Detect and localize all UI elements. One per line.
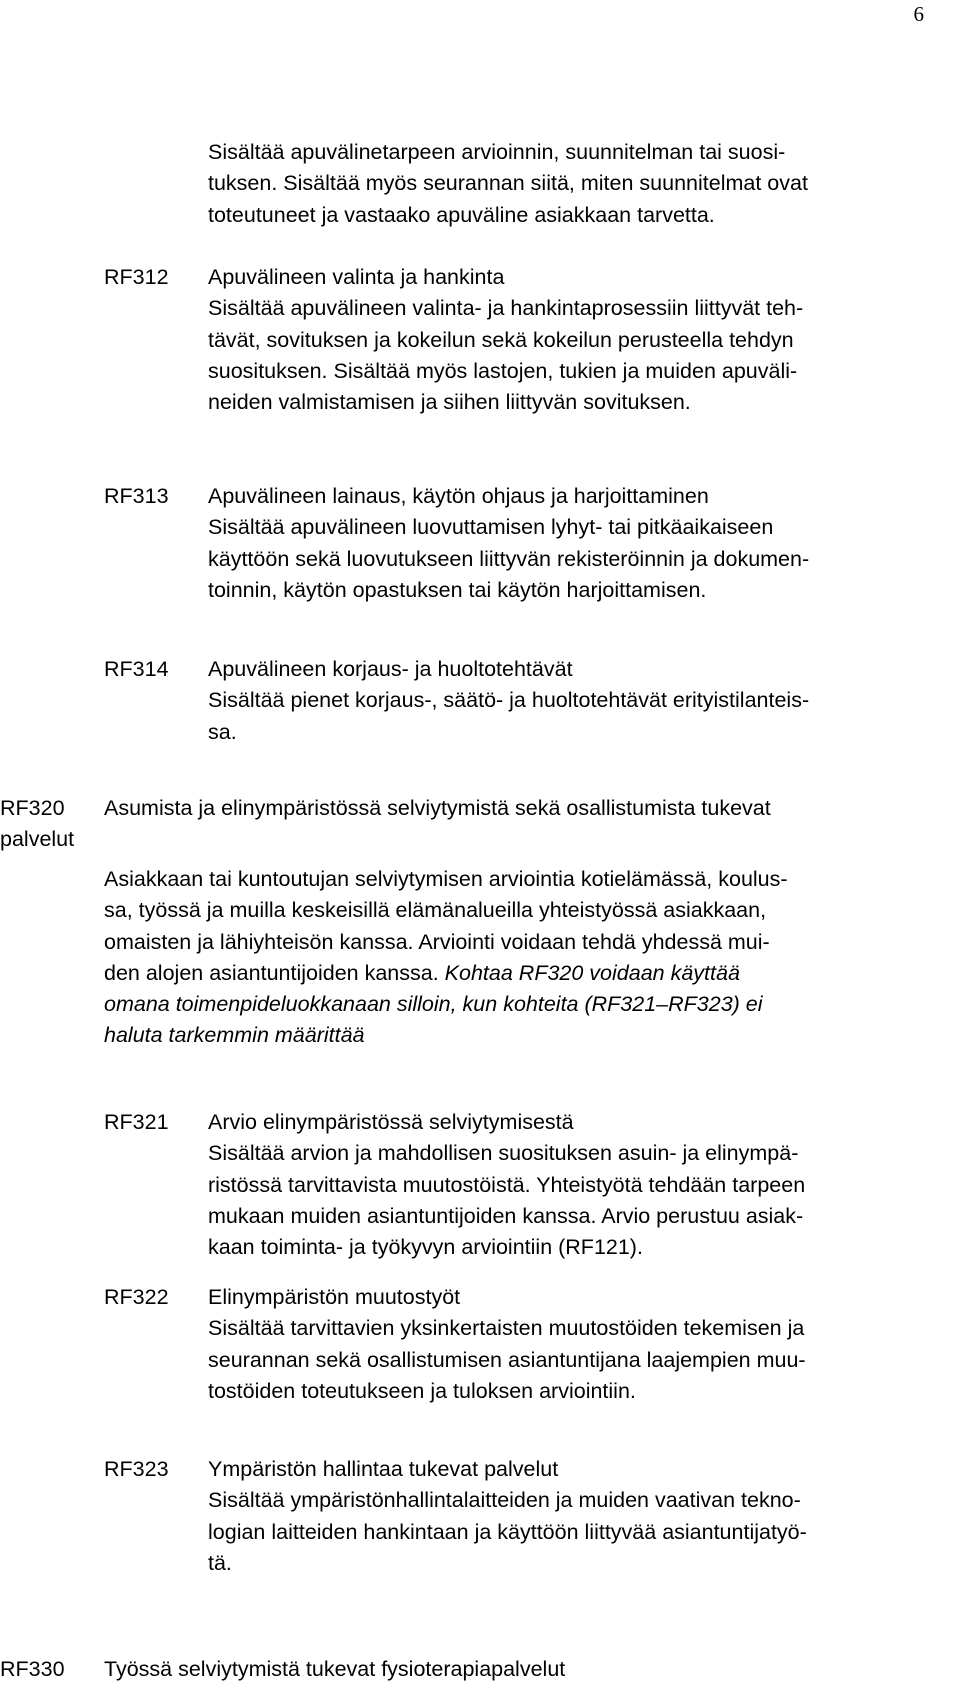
section-rf323 <box>208 1454 807 1579</box>
text-line: käyttöön sekä luovutukseen liittyvän rekisteröinnin ja dokumen- <box>208 546 810 571</box>
page-number: 6 <box>913 2 924 26</box>
text-line: Sisältää tarvittavien yksinkertaisten muutostöiden tekemisen ja <box>208 1316 805 1341</box>
text-line: Sisältää apuvälineen valinta- ja hankintaprosessiin liittyvät teh- <box>208 296 804 321</box>
text-line: tuksen. Sisältää myös seurannan siitä, miten suunnitelmat ovat <box>208 171 808 196</box>
text-line: Sisältää apuvälinetarpeen arvioinnin, suunnitelman tai suosi- <box>208 140 786 164</box>
code-rf330: RF330 <box>0 1657 65 1681</box>
text-line: Sisältää pienet korjaus-, säätö- ja huoltotehtävät erityistilanteis- <box>208 688 810 713</box>
section-title-rf330: Työssä selviytymistä tukevat fysioterapiapalvelut <box>104 1657 566 1681</box>
text-line: suosituksen. Sisältää myös lastojen, tukien ja muiden apuväli- <box>208 358 798 383</box>
text-line: toinnin, käytön opastuksen tai käytön harjoittamisen. <box>208 577 707 602</box>
code-rf312: RF312 <box>104 265 169 289</box>
code-rf323: RF323 <box>104 1457 169 1481</box>
text-line: Sisältää arvion ja mahdollisen suosituksen asuin- ja elinympä- <box>208 1141 799 1166</box>
text-line: tävät, sovituksen ja kokeilun sekä kokeilun perusteella tehdyn <box>208 327 794 352</box>
section-rf322 <box>208 1282 806 1407</box>
text-line: logian laitteiden hankintaan ja käyttöön liittyvää asiantuntijatyö- <box>208 1519 807 1544</box>
code-rf322: RF322 <box>104 1285 169 1309</box>
section-rf321 <box>208 1107 805 1263</box>
section-title: Apuvälineen valinta ja hankinta <box>208 265 505 289</box>
text-line: tostöiden toteutukseen ja tuloksen arviointiin. <box>208 1378 636 1403</box>
code-rf321: RF321 <box>104 1110 169 1134</box>
text-line: tä. <box>208 1550 232 1575</box>
section-rf314 <box>208 654 809 748</box>
code-rf320: RF320 <box>0 796 65 820</box>
text-line: omaisten ja lähiyhteisön kanssa. Arviointi voidaan tehdä yhdessä mui- <box>104 929 770 954</box>
section-title: Ympäristön hallintaa tukevat palvelut <box>208 1457 559 1481</box>
section-rf312 <box>208 262 803 418</box>
section-rf313 <box>208 481 809 606</box>
text-italic: Kohtaa RF320 voidaan käyttää <box>444 960 740 985</box>
text-line-italic: omana toimenpideluokkanaan silloin, kun kohteita (RF321–RF323) ei <box>104 992 763 1017</box>
text-line: Sisältää ympäristönhallintalaitteiden ja muiden vaativan tekno- <box>208 1488 801 1513</box>
code-rf313: RF313 <box>104 484 169 508</box>
section-title: Elinympäristön muutostyöt <box>208 1285 461 1309</box>
text-line: seurannan sekä osallistumisen asiantuntijana laajempien muu- <box>208 1347 806 1372</box>
section-title: Apuvälineen lainaus, käytön ohjaus ja harjoittaminen <box>208 484 709 508</box>
section-rf320-body <box>104 864 788 1052</box>
code-rf314: RF314 <box>104 657 169 681</box>
text-line: toteutuneet ja vastaako apuväline asiakkaan tarvetta. <box>208 202 715 227</box>
text-line: Sisältää apuvälineen luovuttamisen lyhyt- tai pitkäaikaiseen <box>208 515 774 540</box>
text-line: ristössä tarvittavista muutostöistä. Yhteistyötä tehdään tarpeen <box>208 1172 806 1197</box>
section-title-rf320: Asumista ja elinympäristössä selviytymistä sekä osallistumista tukevat <box>104 796 771 820</box>
text-line: Asiakkaan tai kuntoutujan selviytymisen arviointia kotielämässä, koulus- <box>104 867 788 891</box>
text-line: sa. <box>208 719 237 744</box>
intro-paragraph <box>208 137 808 231</box>
text-normal: den alojen asiantuntijoiden kanssa. <box>104 960 445 985</box>
section-title: Arvio elinympäristössä selviytymisestä <box>208 1110 574 1134</box>
text-line: mukaan muiden asiantuntijoiden kanssa. Arvio perustuu asiak- <box>208 1203 804 1228</box>
section-title-continuation: palvelut <box>0 827 75 851</box>
text-line <box>104 958 788 989</box>
text-line: neiden valmistamisen ja siihen liittyvän sovituksen. <box>208 390 691 415</box>
text-line: kaan toiminta- ja työkyvyn arviointiin (RF121). <box>208 1235 643 1260</box>
section-title: Apuvälineen korjaus- ja huoltotehtävät <box>208 657 573 681</box>
text-line-italic: haluta tarkemmin määrittää <box>104 1023 365 1048</box>
text-line: sa, työssä ja muilla keskeisillä elämänalueilla yhteistyössä asiakkaan, <box>104 898 767 923</box>
